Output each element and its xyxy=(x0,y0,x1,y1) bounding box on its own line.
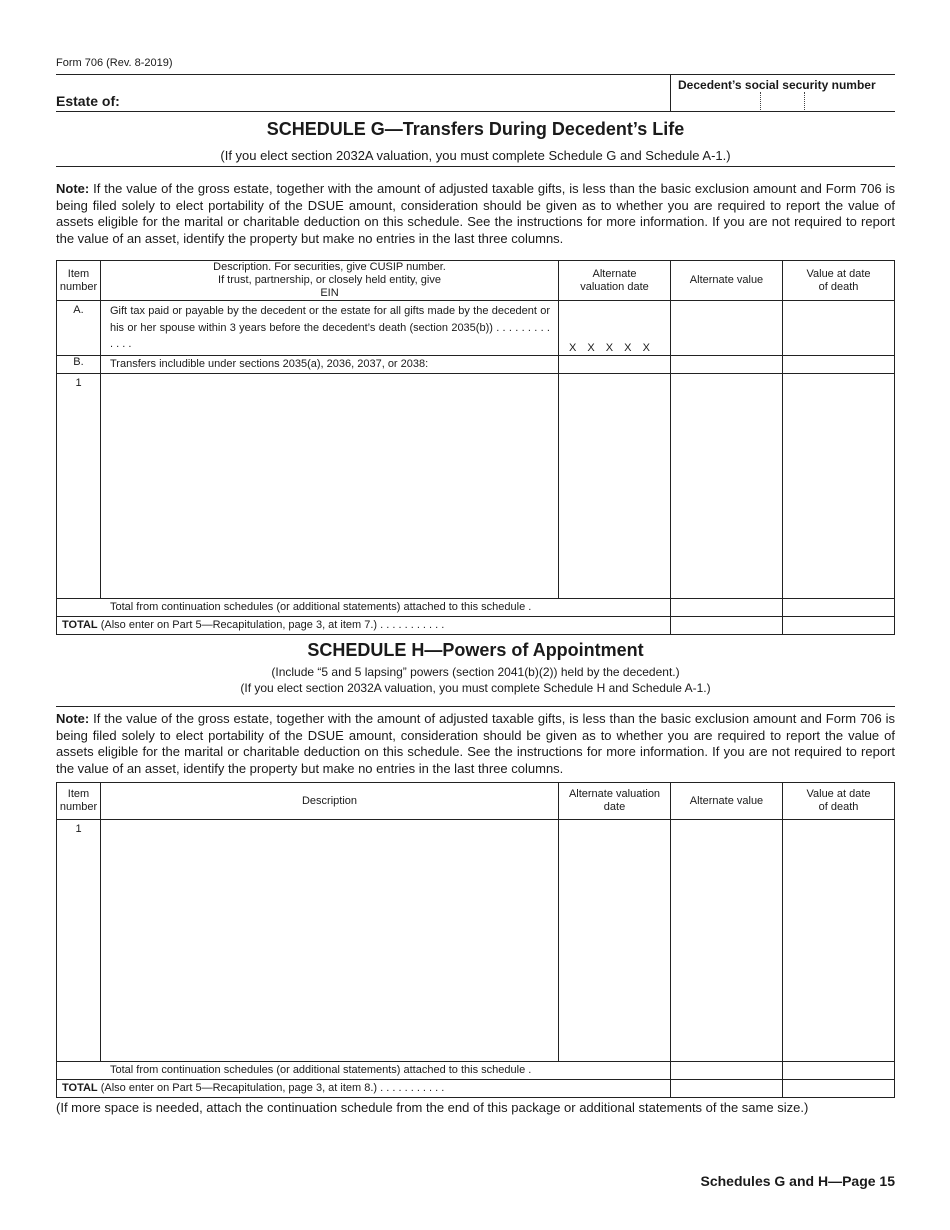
item-1-alt-value-field[interactable] xyxy=(671,374,783,599)
row-a-alt-value-field[interactable] xyxy=(671,301,783,356)
col-header-alt-date: Alternate valuation date xyxy=(559,261,671,301)
ssn-separator xyxy=(804,92,805,110)
item-1-label: 1 xyxy=(57,374,101,599)
total-text: (Also enter on Part 5—Recapitulation, page 3, at item 8.) xyxy=(100,1082,378,1094)
item-1-alt-date-field[interactable] xyxy=(559,374,671,599)
table-header-row xyxy=(57,261,895,301)
item-1-label: 1 xyxy=(57,820,101,1062)
schedule-h-table xyxy=(56,782,895,1098)
row-a-value-at-death-field[interactable] xyxy=(783,301,895,356)
total-label-cell xyxy=(57,1080,671,1098)
ssn-separator xyxy=(760,92,761,110)
item-1-description-field[interactable] xyxy=(101,820,559,1062)
total-text: (Also enter on Part 5—Recapitulation, page 3, at item 7.) xyxy=(100,619,378,631)
total-row xyxy=(57,617,895,635)
total-alt-value-field[interactable] xyxy=(671,1080,783,1098)
table-row-b xyxy=(57,356,895,374)
row-b-label: B. xyxy=(57,356,101,374)
total-leader: . . . . . . . . . . . xyxy=(377,619,445,631)
total-value-at-death-field[interactable] xyxy=(783,1080,895,1098)
col-header-description: Description. For securities, give CUSIP number. If trust, partnership, or closely held entity, give EIN xyxy=(101,261,559,301)
table-row-item-1 xyxy=(57,374,895,599)
item-1-alt-date-field[interactable] xyxy=(559,820,671,1062)
schedule-h-title: SCHEDULE H—Powers of Appointment xyxy=(307,640,644,660)
continuation-total-label: Total from continuation schedules (or additional statements) attached to this schedule . xyxy=(57,1062,671,1080)
continuation-value-at-death-field[interactable] xyxy=(783,1062,895,1080)
form-identifier: Form 706 (Rev. 8-2019) xyxy=(56,57,173,69)
total-value-at-death-field[interactable] xyxy=(783,617,895,635)
schedule-h-subtitle-1: (Include “5 and 5 lapsing” powers (section 2041(b)(2)) held by the decedent.) xyxy=(271,665,680,679)
total-label-cell xyxy=(57,617,671,635)
ssn-label: Decedent’s social security number xyxy=(678,78,876,92)
schedule-g-rule xyxy=(56,166,895,167)
estate-of-label: Estate of: xyxy=(56,93,120,109)
total-label: TOTAL xyxy=(62,619,98,631)
schedule-g-table xyxy=(56,260,895,635)
item-1-value-at-death-field[interactable] xyxy=(783,374,895,599)
col-header-alt-value: Alternate value xyxy=(671,261,783,301)
col-header-description: Description xyxy=(101,783,559,820)
continuation-alt-value-field[interactable] xyxy=(671,1062,783,1080)
col-header-value-at-death: Value at date of death xyxy=(783,783,895,820)
row-b-description: Transfers includible under sections 2035(a), 2036, 2037, or 2038: xyxy=(101,356,559,374)
page-label: Schedules G and H—Page 15 xyxy=(700,1173,895,1189)
note-text: If the value of the gross estate, together with the amount of adjusted taxable gifts, is less than the basic exclusion amount and Form 706 is being filed solely to elect portability of the DSUE amount, consideration should be given as to whether you are required to report the value of assets eligible for the marital or charitable deduction on this schedule. See the instructions for more information. If you are not required to report the value of an asset, identify the property but make no entries in the last three columns. xyxy=(56,711,895,776)
schedule-h-subtitle-2: (If you elect section 2032A valuation, you must complete Schedule H and Schedule A-1.) xyxy=(240,681,711,695)
row-a-alt-date: X X X X X xyxy=(559,301,671,356)
schedule-g-title: SCHEDULE G—Transfers During Decedent’s Life xyxy=(266,119,685,139)
row-a-description xyxy=(101,301,559,356)
continuation-value-at-death-field[interactable] xyxy=(783,599,895,617)
table-row-item-1 xyxy=(57,820,895,1062)
item-1-alt-value-field[interactable] xyxy=(671,820,783,1062)
total-leader: . . . . . . . . . . . xyxy=(377,1082,445,1094)
col-header-item: Item number xyxy=(57,261,101,301)
row-a-text: Gift tax paid or payable by the decedent or the estate for all gifts made by the decedent or his or her spouse within 3 years before the decedent’s death (section 2035(b)) xyxy=(110,305,550,334)
col-header-alt-date: Alternate valuation date xyxy=(559,783,671,820)
row-b-alt-value-field[interactable] xyxy=(671,356,783,374)
item-1-value-at-death-field[interactable] xyxy=(783,820,895,1062)
continuation-total-row xyxy=(57,599,895,617)
row-a-leader: . . . . . . . . . . . . . xyxy=(110,321,550,350)
table-row-a xyxy=(57,301,895,356)
schedule-g-note xyxy=(56,181,895,247)
schedule-h-note xyxy=(56,711,895,777)
item-1-description-field[interactable] xyxy=(101,374,559,599)
note-label: Note: xyxy=(56,181,90,196)
note-label: Note: xyxy=(56,711,90,726)
total-alt-value-field[interactable] xyxy=(671,617,783,635)
continuation-total-row xyxy=(57,1062,895,1080)
schedule-h-rule xyxy=(56,706,895,707)
total-row xyxy=(57,1080,895,1098)
table-header-row xyxy=(57,783,895,820)
row-b-value-at-death-field[interactable] xyxy=(783,356,895,374)
col-header-value-at-death: Value at date of death xyxy=(783,261,895,301)
total-label: TOTAL xyxy=(62,1082,98,1094)
col-header-item: Item number xyxy=(57,783,101,820)
col-header-alt-value: Alternate value xyxy=(671,783,783,820)
continuation-total-label: Total from continuation schedules (or additional statements) attached to this schedule . xyxy=(57,599,671,617)
more-space-note: (If more space is needed, attach the continuation schedule from the end of this package or additional statements of the same size.) xyxy=(56,1100,809,1115)
schedule-g-subtitle: (If you elect section 2032A valuation, you must complete Schedule G and Schedule A-1.) xyxy=(220,148,731,163)
continuation-alt-value-field[interactable] xyxy=(671,599,783,617)
note-text: If the value of the gross estate, together with the amount of adjusted taxable gifts, is less than the basic exclusion amount and Form 706 is being filed solely to elect portability of the DSUE amount, consideration should be given as to whether you are required to report the value of assets eligible for the marital or charitable deduction on this schedule. See the instructions for more information. If you are not required to report the value of an asset, identify the property but make no entries in the last three columns. xyxy=(56,181,895,246)
row-b-alt-date-field[interactable] xyxy=(559,356,671,374)
row-a-label: A. xyxy=(57,301,101,356)
